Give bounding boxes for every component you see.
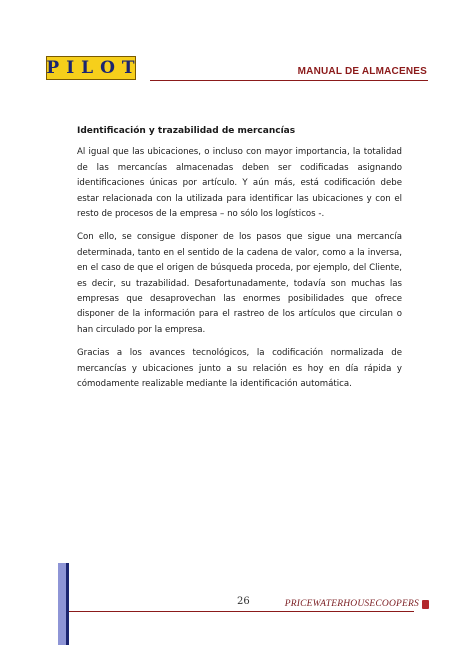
header-divider	[150, 80, 428, 81]
footer-side-bar	[58, 563, 66, 645]
footer-side-bar-accent	[66, 563, 69, 645]
section-heading: Identificación y trazabilidad de mercancías	[77, 126, 296, 136]
paragraph-2: Con ello, se consigue disponer de los pasos que sigue una mercancía determinada, tanto en el sentido de la cadena de valor, como a la inversa, en el caso de que el origen de búsqueda proceda, por ejemplo, del Cliente, es decir, su trazabilidad. Desafortunadamente, todavía son muchas las empresas que desaprovechan las enormes posibilidades que ofrece disponer de la información para el rastreo de los artículos que circulan o han circulado por la empresa.	[77, 232, 402, 335]
footer-divider	[69, 611, 414, 612]
pwc-mark-icon	[422, 600, 429, 609]
pilot-logo	[46, 56, 142, 80]
paragraph-3: Gracias a los avances tecnológicos, la codificación normalizada de mercancías y ubicaciones junto a su relación es hoy en día rápida y cómodamente realizable mediante la identificación automática.	[77, 348, 402, 390]
page-content	[77, 124, 402, 401]
pwc-logo	[285, 599, 429, 609]
logo-text: PILOT	[46, 58, 142, 78]
paragraph-1: Al igual que las ubicaciones, o incluso con mayor importancia, la totalidad de las mercancías almacenadas deben ser codificadas asignando identificaciones únicas por artículo. Y aún más, está codificación debe estar relacionada con la utilizada para identificar las ubicaciones y con el resto de procesos de la empresa – no sólo los logísticos -.	[77, 147, 402, 220]
document-title: MANUAL DE ALMACENES	[297, 66, 427, 77]
page-number: 26	[237, 596, 250, 607]
pwc-logo-text: PRICEWATERHOUSECOOPERS	[284, 599, 419, 609]
